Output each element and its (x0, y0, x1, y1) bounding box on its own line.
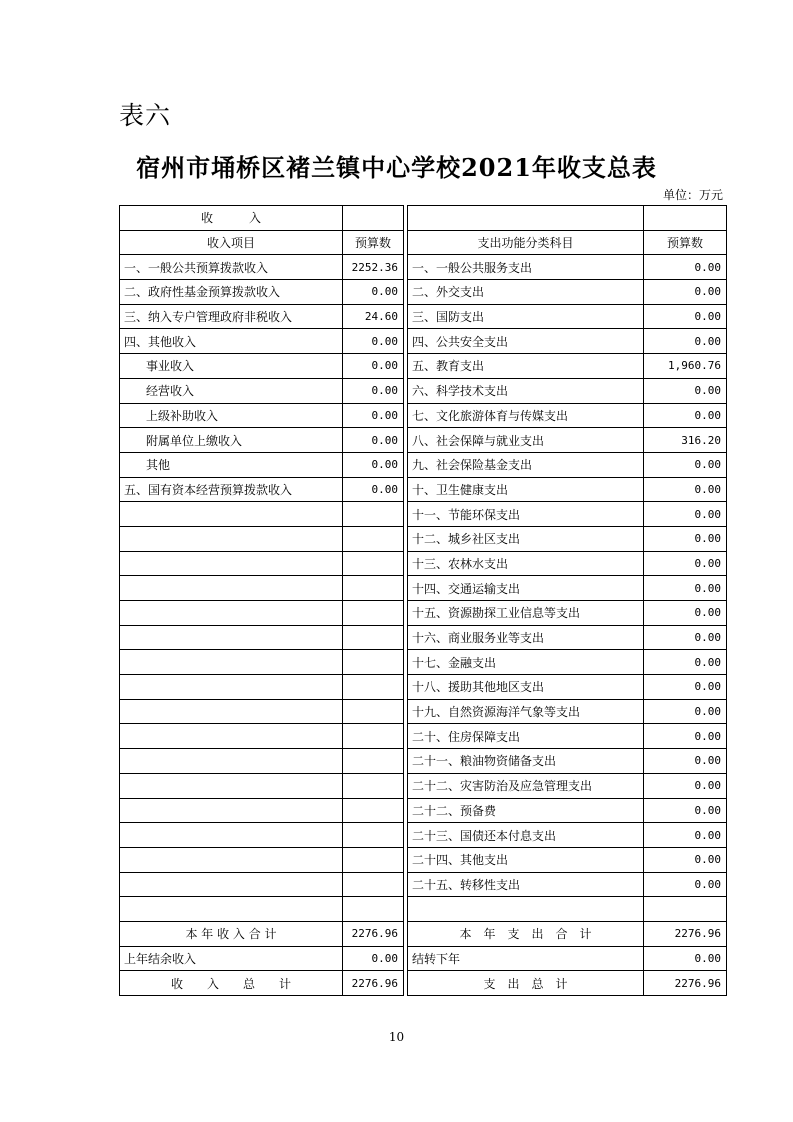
table-row (120, 576, 727, 601)
income-item: 附属单位上缴收入 (120, 428, 343, 453)
carry-out-label: 结转下年 (408, 946, 644, 971)
income-value: 0.00 (343, 403, 404, 428)
table-row (120, 773, 727, 798)
table-row (120, 749, 727, 774)
table-row (120, 255, 727, 280)
table-row (120, 724, 727, 749)
expense-grand-total-label: 支 出 总 计 (408, 971, 644, 996)
expense-value: 0.00 (644, 329, 727, 354)
income-item: 二、政府性基金预算拨款收入 (120, 280, 343, 305)
table-row (120, 329, 727, 354)
income-value: 24.60 (343, 304, 404, 329)
budget-summary-table (119, 205, 727, 996)
expense-grand-total: 2276.96 (644, 971, 727, 996)
expense-value: 1,960.76 (644, 354, 727, 379)
income-item (120, 526, 343, 551)
expense-value: 0.00 (644, 477, 727, 502)
income-budget-header: 预算数 (343, 230, 404, 255)
expense-header-blank (408, 206, 644, 231)
income-grand-total: 2276.96 (343, 971, 404, 996)
income-item (120, 724, 343, 749)
income-value: 0.00 (343, 329, 404, 354)
income-value (343, 823, 404, 848)
expense-item: 十五、资源勘探工业信息等支出 (408, 601, 644, 626)
expense-item: 二十二、预备费 (408, 798, 644, 823)
expense-value: 0.00 (644, 650, 727, 675)
table-row (120, 601, 727, 626)
expense-value: 0.00 (644, 304, 727, 329)
expense-item: 十九、自然资源海洋气象等支出 (408, 699, 644, 724)
table-row (120, 897, 727, 922)
expense-item: 二十、住房保障支出 (408, 724, 644, 749)
expense-item: 二十四、其他支出 (408, 847, 644, 872)
income-value (343, 526, 404, 551)
page-number: 10 (388, 1030, 405, 1044)
expense-item: 二十三、国债还本付息支出 (408, 823, 644, 848)
income-item: 上级补助收入 (120, 403, 343, 428)
expense-item: 六、科学技术支出 (408, 378, 644, 403)
expense-item (408, 897, 644, 922)
year-expense-total: 2276.96 (644, 921, 727, 946)
income-item (120, 601, 343, 626)
expense-value: 0.00 (644, 551, 727, 576)
expense-item: 九、社会保险基金支出 (408, 452, 644, 477)
income-value: 0.00 (343, 280, 404, 305)
expense-value: 0.00 (644, 280, 727, 305)
income-value (343, 798, 404, 823)
income-value (343, 773, 404, 798)
income-value: 0.00 (343, 452, 404, 477)
expense-value: 0.00 (644, 872, 727, 897)
expense-item: 十二、城乡社区支出 (408, 526, 644, 551)
expense-item: 十四、交通运输支出 (408, 576, 644, 601)
expense-item-header: 支出功能分类科目 (408, 230, 644, 255)
income-grand-total-label: 收 入 总 计 (120, 971, 343, 996)
expense-item: 二十一、粮油物资储备支出 (408, 749, 644, 774)
expense-value: 0.00 (644, 576, 727, 601)
expense-value: 0.00 (644, 798, 727, 823)
expense-value: 0.00 (644, 601, 727, 626)
expense-item: 十三、农林水支出 (408, 551, 644, 576)
income-value (343, 625, 404, 650)
expense-item: 五、教育支出 (408, 354, 644, 379)
income-item (120, 823, 343, 848)
table-row (120, 798, 727, 823)
expense-item: 十七、金融支出 (408, 650, 644, 675)
income-value: 0.00 (343, 354, 404, 379)
table-row (120, 378, 727, 403)
income-value (343, 724, 404, 749)
expense-item: 三、国防支出 (408, 304, 644, 329)
income-item (120, 773, 343, 798)
income-value: 0.00 (343, 477, 404, 502)
carry-out-value: 0.00 (644, 946, 727, 971)
income-item: 其他 (120, 452, 343, 477)
income-value (343, 897, 404, 922)
income-value (343, 650, 404, 675)
year-income-total-label: 本 年 收 入 合 计 (120, 921, 343, 946)
table-row (120, 551, 727, 576)
income-item (120, 675, 343, 700)
expense-value: 0.00 (644, 625, 727, 650)
year-expense-total-label: 本 年 支 出 合 计 (408, 921, 644, 946)
income-item (120, 576, 343, 601)
table-row (120, 625, 727, 650)
expense-value: 0.00 (644, 773, 727, 798)
expense-value: 0.00 (644, 749, 727, 774)
income-item (120, 872, 343, 897)
expense-item: 十六、商业服务业等支出 (408, 625, 644, 650)
income-value (343, 675, 404, 700)
income-item (120, 625, 343, 650)
table-row (120, 428, 727, 453)
table-row (120, 872, 727, 897)
table-row (120, 452, 727, 477)
income-item (120, 798, 343, 823)
year-income-total: 2276.96 (343, 921, 404, 946)
income-value (343, 601, 404, 626)
income-item-header: 收入项目 (120, 230, 343, 255)
expense-item: 四、公共安全支出 (408, 329, 644, 354)
unit-label: 单位：万元 (662, 188, 723, 202)
expense-item: 八、社会保障与就业支出 (408, 428, 644, 453)
income-value: 0.00 (343, 428, 404, 453)
expense-value: 0.00 (644, 502, 727, 527)
expense-value: 0.00 (644, 724, 727, 749)
carry-in-label: 上年结余收入 (120, 946, 343, 971)
income-item (120, 502, 343, 527)
table-row (120, 304, 727, 329)
expense-value: 0.00 (644, 452, 727, 477)
expense-item: 七、文化旅游体育与传媒支出 (408, 403, 644, 428)
income-item: 三、纳入专户管理政府非税收入 (120, 304, 343, 329)
table-row (120, 699, 727, 724)
table-row (120, 650, 727, 675)
income-item: 五、国有资本经营预算拨款收入 (120, 477, 343, 502)
expense-item: 二、外交支出 (408, 280, 644, 305)
page-title: 宿州市埇桥区褚兰镇中心学校2021年收支总表 (136, 153, 657, 182)
income-item: 经营收入 (120, 378, 343, 403)
table-row (120, 823, 727, 848)
expense-value: 0.00 (644, 823, 727, 848)
expense-value: 0.00 (644, 699, 727, 724)
expense-value: 316.20 (644, 428, 727, 453)
table-row (120, 280, 727, 305)
income-value (343, 576, 404, 601)
expense-item: 十八、援助其他地区支出 (408, 675, 644, 700)
income-value (343, 699, 404, 724)
expense-item: 一、一般公共服务支出 (408, 255, 644, 280)
income-item: 事业收入 (120, 354, 343, 379)
table-row (120, 847, 727, 872)
income-item: 一、一般公共预算拨款收入 (120, 255, 343, 280)
income-value (343, 749, 404, 774)
income-value (343, 872, 404, 897)
expense-item: 二十二、灾害防治及应急管理支出 (408, 773, 644, 798)
income-value (343, 502, 404, 527)
expense-item: 十一、节能环保支出 (408, 502, 644, 527)
expense-value: 0.00 (644, 403, 727, 428)
expense-value: 0.00 (644, 255, 727, 280)
income-item (120, 749, 343, 774)
table-row (120, 354, 727, 379)
carry-in-value: 0.00 (343, 946, 404, 971)
expense-value: 0.00 (644, 526, 727, 551)
table-row (120, 526, 727, 551)
expense-value (644, 897, 727, 922)
expense-value: 0.00 (644, 847, 727, 872)
expense-item: 二十五、转移性支出 (408, 872, 644, 897)
income-item (120, 847, 343, 872)
expense-item: 十、卫生健康支出 (408, 477, 644, 502)
table-row (120, 502, 727, 527)
table-row (120, 477, 727, 502)
income-item: 四、其他收入 (120, 329, 343, 354)
expense-value: 0.00 (644, 378, 727, 403)
income-value (343, 847, 404, 872)
table-row (120, 403, 727, 428)
income-item (120, 897, 343, 922)
income-item (120, 650, 343, 675)
income-value (343, 551, 404, 576)
expense-budget-header: 预算数 (644, 230, 727, 255)
table-row (120, 675, 727, 700)
expense-value: 0.00 (644, 675, 727, 700)
income-value: 0.00 (343, 378, 404, 403)
expense-header-blank (644, 206, 727, 231)
table-label: 表六 (119, 101, 172, 130)
income-header: 收 入 (120, 206, 343, 231)
income-item (120, 551, 343, 576)
income-header-blank (343, 206, 404, 231)
income-value: 2252.36 (343, 255, 404, 280)
income-item (120, 699, 343, 724)
